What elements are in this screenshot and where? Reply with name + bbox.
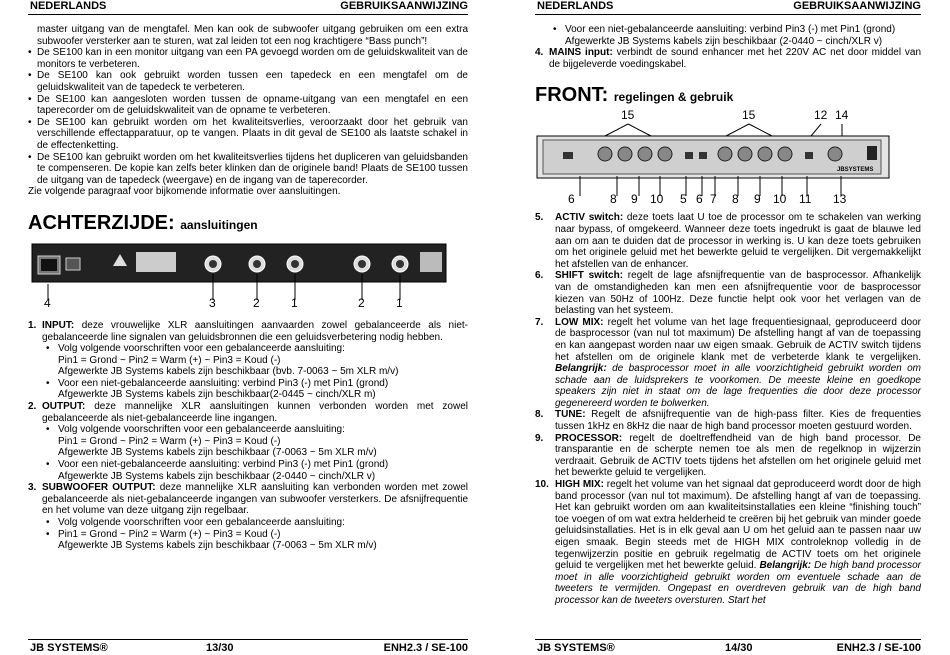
section-subtitle: aansluitingen <box>180 217 258 232</box>
section-title-text: ACHTERZIJDE: <box>28 211 175 234</box>
callout-15: 15 <box>621 108 635 123</box>
callout-10: 10 <box>650 192 664 207</box>
warning-label: Belangrijk: <box>759 560 812 572</box>
section-title-front <box>535 84 921 108</box>
callout-1b: 1 <box>396 295 403 310</box>
item-tune <box>535 409 921 432</box>
footer-model: ENH2.3 / SE-100 <box>383 642 468 654</box>
section-subtitle: regelingen & gebruik <box>613 90 734 105</box>
item-title: INPUT: <box>42 319 75 331</box>
list-item: • De SE100 kan gebruikt worden om het kwaliteitsverlies, veroorzaakt door het gebruik van verschillende effectapparatuur, op te vangen. Plaats in dit geval de SE100 als laatste schakel in de effectenketting. <box>28 117 468 152</box>
sub-item: • Voor een niet-gebalanceerde aansluiting: verbind Pin3 (-) met Pin1 (grond) <box>28 378 468 390</box>
callout-12: 12 <box>814 108 828 123</box>
callout-15b: 15 <box>742 108 756 123</box>
footer-brand: JB SYSTEMS® <box>30 642 108 654</box>
list-item: • De SE100 kan gebruikt worden om het kwaliteitsverlies tijdens het dupliceren van geluidsbanden te compenseren. De kopie kan zelfs beter klinken dan de originele band! Plaats de SE100 tussen de uitgang van de tapedeck (weergave) en de ingang van de taperecorder. <box>28 152 468 187</box>
callout-6: 6 <box>568 192 575 207</box>
list-item: • De SE100 kan in een monitor uitgang van een PA gevoegd worden om de geluidskwaliteit van de monitors te verbeteren. <box>28 47 468 70</box>
sub-item: • Voor een niet-gebalanceerde aansluiting: verbind Pin3 (-) met Pin1 (grond) <box>28 459 468 471</box>
intro-continued: master uitgang van de mengtafel. Men kan ook de subwoofer uitgang gebruiken om een extra subwoofer versterker aan te sturen, wat zal leiden tot een nog krachtigere “Bass punch”! <box>37 24 468 47</box>
callout-6b: 6 <box>696 192 703 207</box>
item-title: PROCESSOR: <box>555 432 623 444</box>
item-number: 10. <box>535 479 549 491</box>
callout-3: 3 <box>209 295 216 310</box>
footer-page-number: 13/30 <box>206 642 234 654</box>
callout-14: 14 <box>835 108 849 123</box>
sub-line: Afgewerkte JB Systems kabels zijn beschikbaar (7-0063 ~ 5m XLR m/v) <box>58 447 377 459</box>
item-title: ACTIV switch: <box>555 212 624 224</box>
item-shift <box>535 270 921 316</box>
page-header <box>28 0 468 15</box>
callout-9: 9 <box>631 192 638 207</box>
sub-item: • Voor een niet-gebalanceerde aansluiting: verbind Pin3 (-) met Pin1 (grond) <box>535 24 921 36</box>
callout-1: 1 <box>291 295 298 310</box>
item-text: regelt het volume van het signaal dat geproduceerd wordt door de high band processor (van nul tot maximum). De afstelling hangt af van de toepassing. Het kan gebruikt worden om aan kwaliteitsinstallaties een kleine “finishing touch” toe voegen of om wat extra helderheid te creëren bij het gebruik van minder goede geluidsinstallaties. Het is in elk geval aan U om het geluid aan te passen naar uw eigen smaak. Begin steeds met de HIGH MIX controleknop volledig in de tegenwijzerzin positie en gebruik regelmatig de ACTIV toets om het originele geluid te vergelijken met het bewerkte geluid. <box>555 479 921 572</box>
sub-line: Pin1 = Grond ~ Pin2 = Warm (+) ~ Pin3 = Koud (-) <box>58 435 281 447</box>
item-number: 3. <box>28 482 37 494</box>
sub-line: Afgewerkte JB Systems kabels zijn beschikbaar (bvb. 7-0063 ~ 5m XLR m/v) <box>58 366 399 378</box>
item-number: 5. <box>535 212 544 224</box>
callout-7: 7 <box>710 192 717 207</box>
item-text: verbindt de sound enhancer met het 220V AC net door middel van de bijgeleverde voedingskabel. <box>549 47 922 70</box>
left-page <box>28 0 468 654</box>
page-header <box>535 0 921 15</box>
rear-items <box>28 320 468 552</box>
item-text: deze mannelijke XLR aansluiting kan verbonden worden met zowel gebalanceerde als niet-gebalanceerde ingangen van subwoofer versterkers. De afsnijfrequentie en het volume van deze uitgang zijn regelbaar. <box>42 482 468 517</box>
front-items <box>535 212 921 606</box>
sub-item: • Volg volgende voorschriften voor een gebalanceerde aansluiting: <box>28 343 468 355</box>
item-low-mix <box>535 317 921 410</box>
right-page <box>535 0 921 654</box>
warning-label: Belangrijk: <box>555 363 607 375</box>
item-mains <box>535 47 921 70</box>
warning-text: de basprocessor moet in alle voorzichtigheid gebruikt worden om schade aan de luidsprekers te voorkomen. De meeste kleine en goedkope speakers zijn niet in staat om de lage frequenties die door deze processor gegenereerd worden te bolwerken. <box>555 363 921 409</box>
callout-4: 4 <box>44 295 51 310</box>
panel-brand: JBSYSTEMS <box>837 167 874 174</box>
item-title: HIGH MIX: <box>555 479 604 491</box>
section-title-text: FRONT: <box>535 84 609 107</box>
callout-2: 2 <box>253 295 260 310</box>
item-high-mix <box>535 479 921 607</box>
right-body <box>535 24 921 607</box>
header-language: NEDERLANDS <box>537 0 614 12</box>
sub-line: Afgewerkte JB Systems kabels zijn beschikbaar (2-0440 ~ cinch/XLR v) <box>58 470 376 482</box>
item-number: 6. <box>535 270 544 282</box>
item-number: 2. <box>28 401 37 413</box>
header-language: NEDERLANDS <box>30 0 107 12</box>
list-item: • De SE100 kan ook gebruikt worden tussen een tapedeck en een mengtafel om de geluidskwaliteit van de tapedeck te verbeteren. <box>28 70 468 93</box>
item-title: OUTPUT: <box>42 401 86 413</box>
warning-text: De high band processor moet in alle voorzichtigheid gebruikt worden om eventuele schade aan de tweeters te vermijden. Ongepast en overdreven gebruik van de high band processor kan de tweeters oversturen. Start het <box>555 560 921 606</box>
sub-line: Afgewerkte JB Systems kabels zijn beschikbaar (2-0440 ~ cinch/XLR v) <box>565 35 883 47</box>
callout-9b: 9 <box>754 192 761 207</box>
footer-brand: JB SYSTEMS® <box>537 642 615 654</box>
item-title: TUNE: <box>555 409 586 421</box>
item-text: deze vrouwelijke XLR aansluitingen aanvaarden zowel gebalanceerde als niet-gebalanceerde line signalen van geluidsbronnen die een geluidsverbetering nodig hebben. <box>42 319 468 343</box>
item-title: LOW MIX: <box>555 316 604 328</box>
item-text: Regelt de afsnijfrequentie van de high-pass filter. Kies de frequenties tussen 1kHz en 8kHz die naar de high band processor moeten gestuurd worden. <box>555 409 922 433</box>
front-panel-drawing <box>535 110 921 208</box>
section-title-rear <box>28 212 468 236</box>
header-title: GEBRUIKSAANWIJZING <box>340 0 468 12</box>
sub-line: Afgewerkte JB Systems kabels zijn beschikbaar (7-0063 ~ 5m XLR m/v) <box>58 540 377 552</box>
sub-line: Pin1 = Grond ~ Pin2 = Warm (+) ~ Pin3 = Koud (-) <box>58 354 281 366</box>
front-panel-figure <box>535 110 921 208</box>
left-body <box>28 24 468 552</box>
list-item: • De SE100 kan aangesloten worden tussen de opname-uitgang van een mengtafel en een taperecorder om de geluidskwaliteit van de opname te verbeteren. <box>28 94 468 117</box>
item-output <box>28 401 468 424</box>
item-number: 7. <box>535 316 544 328</box>
item-processor <box>535 433 921 479</box>
callout-8: 8 <box>610 192 617 207</box>
sub-item: • Volg volgende voorschriften voor een gebalanceerde aansluiting: <box>28 424 468 436</box>
page-footer <box>28 639 468 654</box>
item-number: 1. <box>28 319 37 331</box>
sub-item: • Pin1 = Grond ~ Pin2 = Warm (+) ~ Pin3 = Koud (-) <box>28 529 468 541</box>
followup-text: Zie volgende paragraaf voor bijkomende informatie over aansluitingen. <box>28 186 341 198</box>
callout-8b: 8 <box>732 192 739 207</box>
page-footer <box>535 639 921 654</box>
item-title: MAINS input: <box>549 47 613 59</box>
sub-item: • Volg volgende voorschriften voor een gebalanceerde aansluiting: <box>28 517 468 529</box>
item-title: SHIFT switch: <box>555 270 624 282</box>
item-number: 9. <box>535 432 544 444</box>
callout-5: 5 <box>680 192 687 207</box>
item-text: regelt de doeltreffendheid van de high band processor. De transparantie en de scherpte nemen toe als men de regelknop in wijzerzin verdraait. Gebruik de ACTIV toets tijdens het afstellen om het originele geluid met het bewerkte geluid te vergelijken. <box>555 432 921 479</box>
footer-page-number: 14/30 <box>725 642 753 654</box>
item-text: deze toets laat U toe de processor om te schakelen van werking naar bypass, of omgekeerd. Wanneer deze toets ingedrukt is gaat de blauwe led aan om aan te duiden dat de processor in werking is. U kan deze toets gebruiken om het originele geluid met het bewerkte geluid te vergelijken. Dit vergemakkelijkt het afstellen van de enhancer. <box>555 212 922 270</box>
item-number: 4. <box>535 47 544 59</box>
item-activ <box>535 212 921 270</box>
item-text: regelt de lage afsnijfrequentie van de basprocessor. Afhankelijk van de omstandigheden kan men een afsnijfrequentie voor de basprocessor kiezen van 50Hz of 100Hz. Deze functie helpt ook voor het verlagen van de belasting van het systeem. <box>555 270 922 317</box>
footer-model: ENH2.3 / SE-100 <box>836 642 921 654</box>
callout-2b: 2 <box>358 295 365 310</box>
header-title: GEBRUIKSAANWIJZING <box>793 0 921 12</box>
item-number: 8. <box>535 409 544 421</box>
callout-10b: 10 <box>773 192 787 207</box>
sub-line: Afgewerkte JB Systems kabels zijn beschikbaar(2-0445 ~ cinch/XLR m) <box>58 389 376 401</box>
rear-panel-figure <box>28 242 468 312</box>
item-text: regelt het volume van het lage frequentiesignaal, geproduceerd door de basprocessor (van nul tot maximum) De afstelling hangt af van de toepassing en kan aangepast worden naar uw eigen smaak. Gebruik de ACTIV switch tijdens het afstellen om de originele klank met de verbeterde klank te vergelijken. <box>555 316 922 363</box>
item-title: SUBWOOFER OUTPUT: <box>42 482 156 494</box>
item-subwoofer <box>28 482 468 517</box>
callout-11: 11 <box>799 192 812 207</box>
item-text: deze mannelijke XLR aansluitingen kunnen verbonden worden met zowel gebalanceerde als niet-gebalanceerde line ingangen. <box>42 401 468 424</box>
callout-13: 13 <box>833 192 847 207</box>
item-input <box>28 320 468 343</box>
